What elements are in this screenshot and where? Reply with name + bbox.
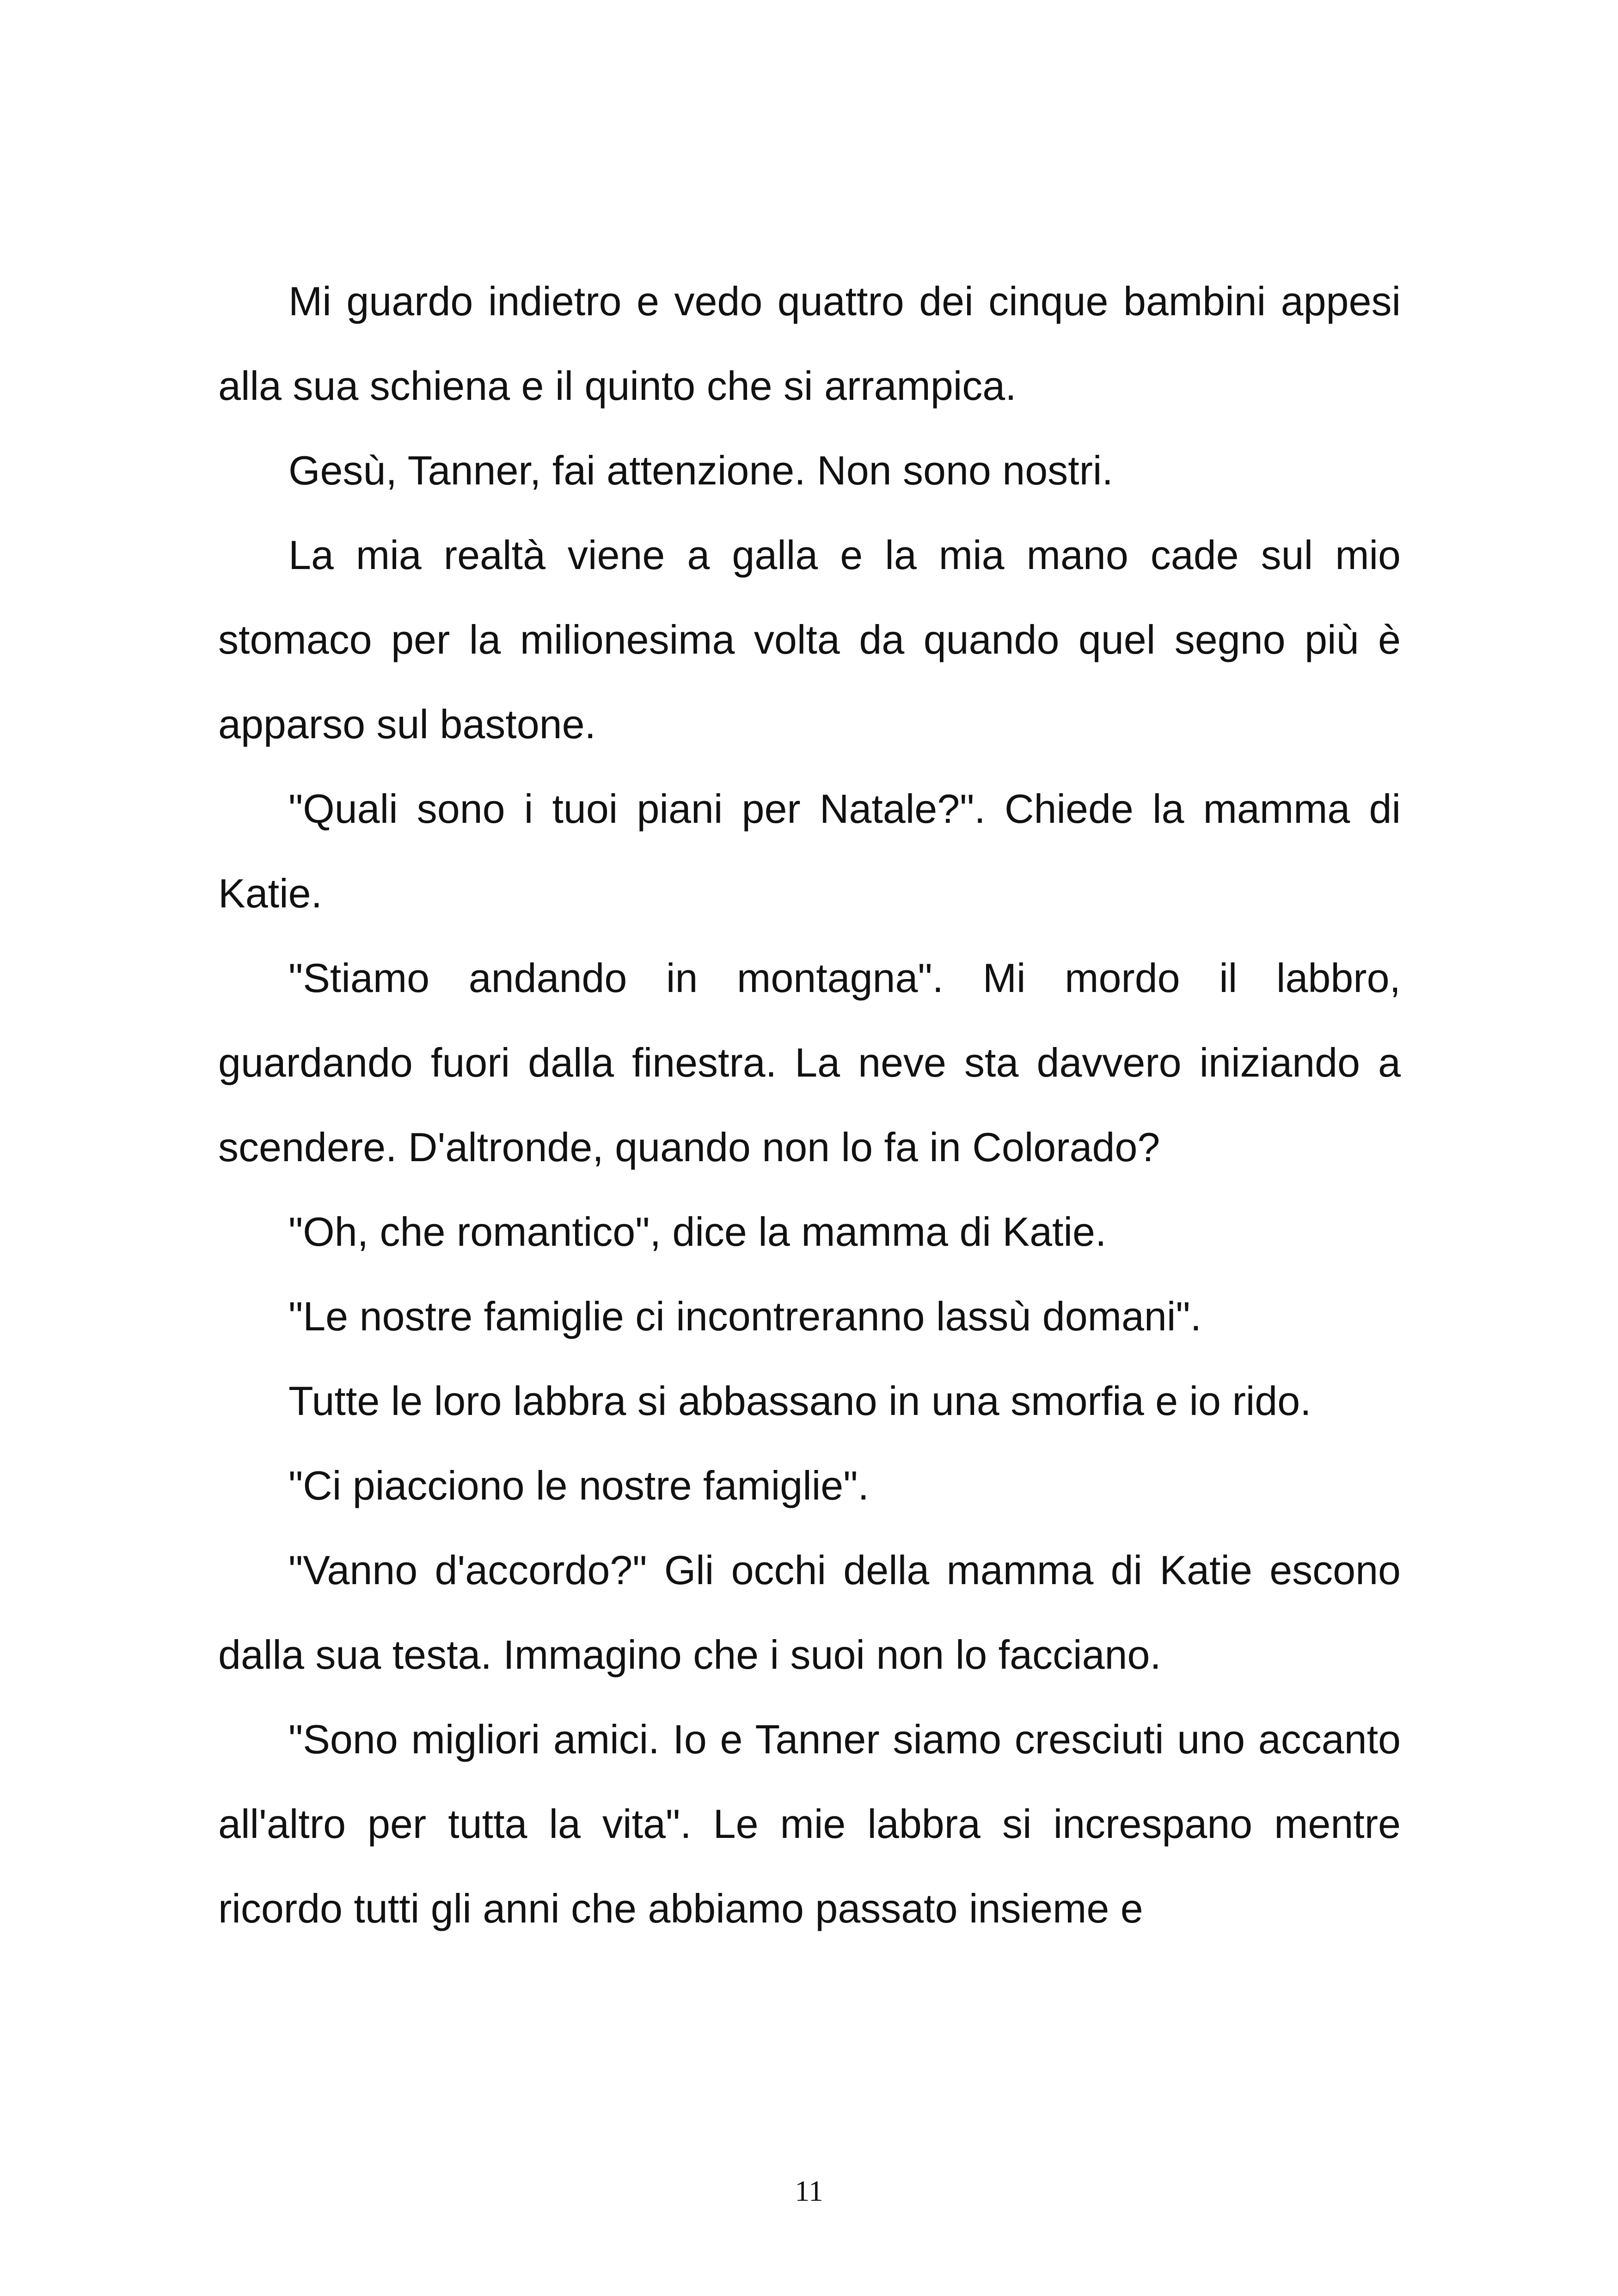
- page-number: 11: [795, 2174, 823, 2207]
- paragraph-9: "Ci piacciono le nostre famiglie".: [288, 1463, 869, 1508]
- paragraph-3: La mia realtà viene a galla e la mia mano cade sul mio stomaco per la milionesima volta da quando quel segno più è apparso sul bastone.: [218, 532, 1401, 747]
- body-text: [218, 259, 1401, 1951]
- paragraph-10: "Vanno d'accordo?" Gli occhi della mamma di Katie escono dalla sua testa. Immagino che i suoi non lo facciano.: [218, 1547, 1401, 1678]
- paragraph-4: "Quali sono i tuoi piani per Natale?". Chiede la mamma di Katie.: [218, 786, 1401, 916]
- paragraph-8: Tutte le loro labbra si abbassano in una smorfia e io rido.: [288, 1378, 1312, 1424]
- paragraph-11: "Sono migliori amici. Io e Tanner siamo cresciuti uno accanto all'altro per tutta la vita". Le mie labbra si increspano mentre ricordo tutti gli anni che abbiamo passato insieme e: [218, 1716, 1401, 1931]
- paragraph-7: "Le nostre famiglie ci incontreranno lassù domani".: [288, 1293, 1202, 1339]
- paragraph-2: Gesù, Tanner, fai attenzione. Non sono nostri.: [288, 447, 1113, 493]
- paragraph-6: "Oh, che romantico", dice la mamma di Katie.: [288, 1209, 1107, 1255]
- paragraph-5: "Stiamo andando in montagna". Mi mordo il labbro, guardando fuori dalla finestra. La neve sta davvero iniziando a scendere. D'altronde, quando non lo fa in Colorado?: [218, 955, 1401, 1170]
- paragraph-1: Mi guardo indietro e vedo quattro dei cinque bambini appesi alla sua schiena e il quinto che si arrampica.: [218, 278, 1401, 409]
